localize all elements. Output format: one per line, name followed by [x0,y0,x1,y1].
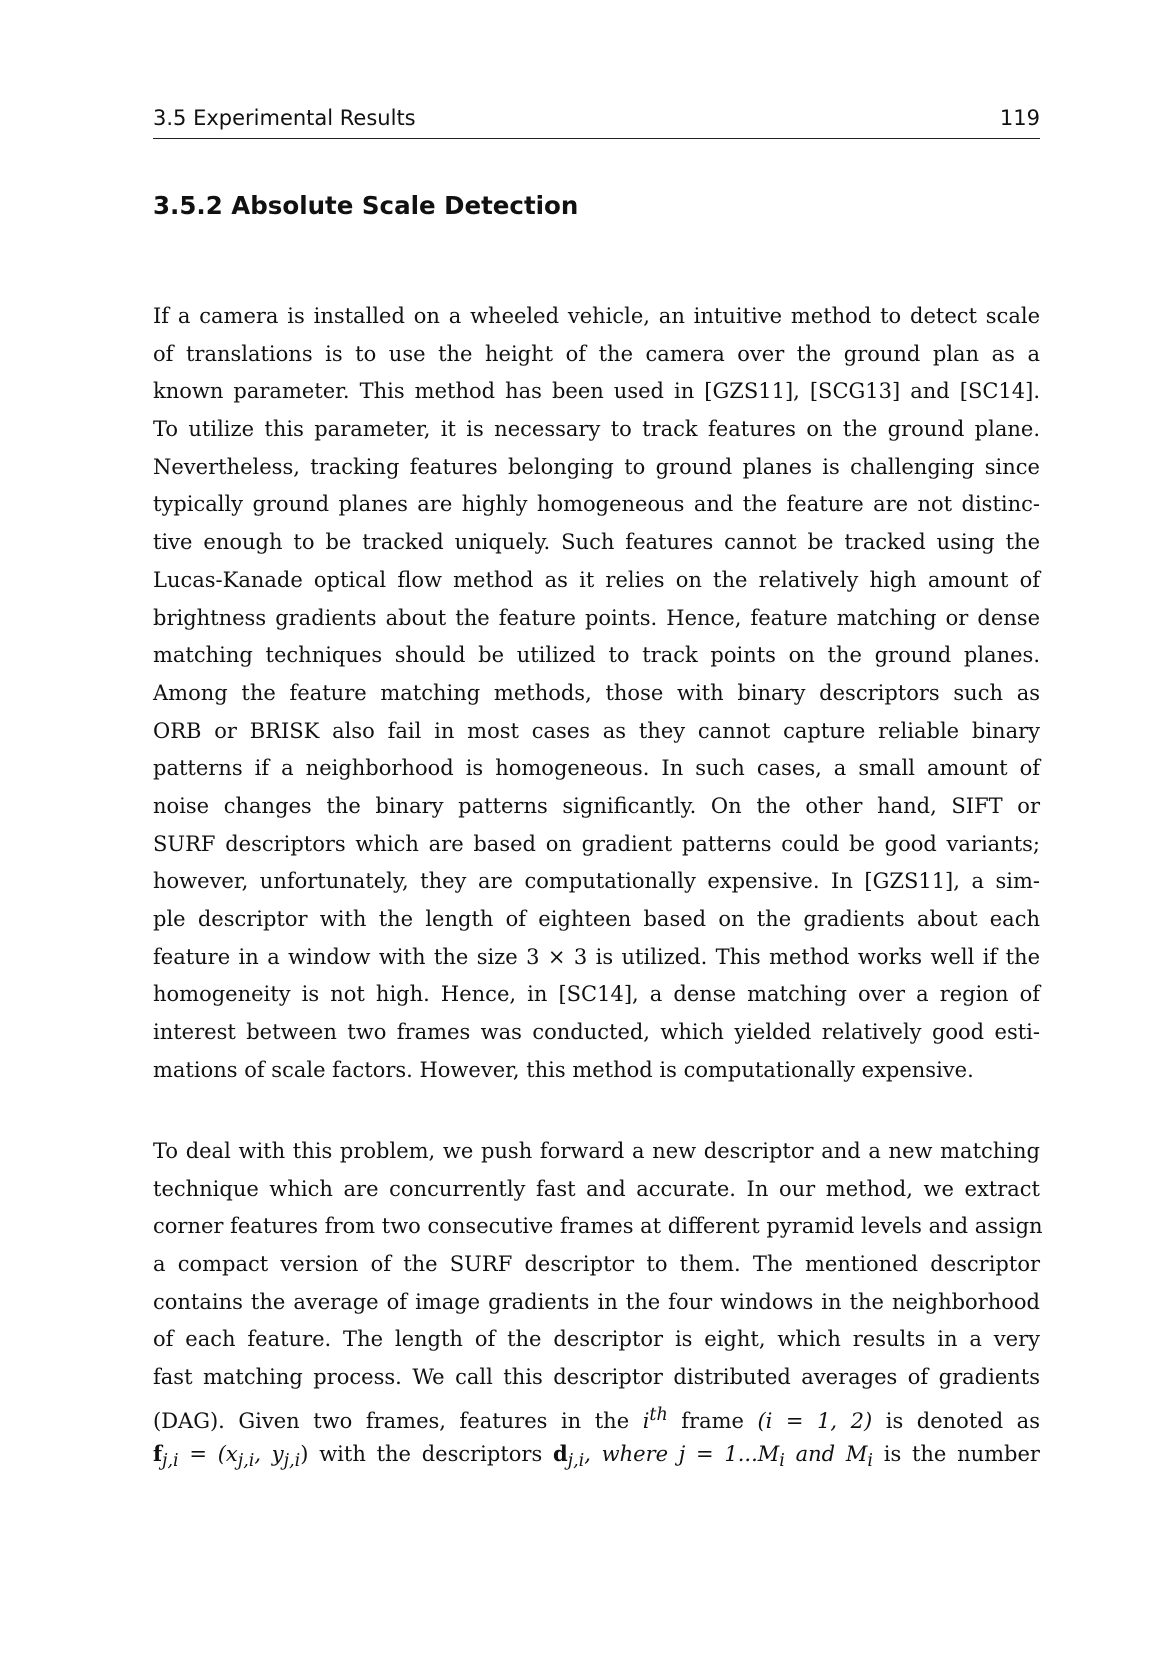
paragraph-2 [153,1133,1043,1472]
text-span: is the number [883,1441,1040,1466]
text-line: Lucas-Kanade optical flow method as it relies on the relatively high amount of [153,567,1040,592]
math-subscript: j,i [567,1450,585,1471]
math-paren: ) [300,1441,309,1466]
text-line: matching techniques should be utilized to track points on the ground planes. [153,643,1040,668]
text-line: known parameter. This method has been used in [GZS11], [SCG13] and [SC14]. [153,379,1040,404]
section-title: 3.5.2 Absolute Scale Detection [153,191,579,220]
math-subscript: i [779,1450,785,1471]
paragraph-1 [153,298,1040,1089]
text-span: frame [681,1408,744,1433]
text-line: mations of scale factors. However, this method is computationally expensive. [153,1057,974,1082]
text-line: tive enough to be tracked uniquely. Such features cannot be tracked using the [153,530,1040,555]
text-line: If a camera is installed on a wheeled vehicle, an intuitive method to detect scale [153,304,1040,328]
text-line: typically ground planes are highly homogeneous and the feature are not distinc- [153,492,1040,517]
text-line: corner features from two consecutive frames at different pyramid levels and assign [153,1214,1043,1239]
text-line: interest between two frames was conducted, which yielded relatively good esti- [153,1020,1040,1045]
text-line: of each feature. The length of the descriptor is eight, which results in a very [153,1327,1040,1352]
text-line-math [153,1435,1040,1473]
text-line: homogeneity is not high. Hence, in [SC14], a dense matching over a region of [153,982,1040,1007]
header-section-label: 3.5 Experimental Results [153,106,416,130]
math-superscript-th: th [649,1404,668,1425]
text-line: Among the feature matching methods, those with binary descriptors such as [153,680,1040,705]
text-line: ple descriptor with the length of eighteen based on the gradients about each [153,907,1040,931]
text-line: of translations is to use the height of the camera over the ground plan as a [153,341,1040,366]
math-where: , where j = 1...M [584,1441,780,1466]
math-vector-f: f [153,1440,163,1466]
text-line: Nevertheless, tracking features belonging to ground planes is challenging since [153,454,1040,479]
page-number: 119 [999,106,1040,130]
text-line: patterns if a neighborhood is homogeneous. In such cases, a small amount of [153,756,1040,781]
math-coords: , y [254,1441,284,1466]
running-header [153,100,1040,139]
math-subscript: j,i [283,1450,301,1471]
text-line: technique which are concurrently fast and accurate. In our method, we extract [153,1176,1040,1201]
math-and: and M [795,1441,868,1466]
text-line: To utilize this parameter, it is necessary to track features on the ground plane. [153,417,1040,442]
math-var-i: i [642,1408,650,1433]
text-line: however, unfortunately, they are computationally expensive. In [GZS11], a sim- [153,869,1040,894]
text-line: contains the average of image gradients in the four windows in the neighborhood [153,1289,1040,1314]
math-subscript: j,i [162,1450,179,1471]
text-span: (DAG). Given two frames, features in the [153,1408,630,1433]
text-line: fast matching process. We call this descriptor distributed averages of gradients [153,1365,1040,1390]
text-line-math [153,1397,1040,1435]
text-line: ORB or BRISK also fail in most cases as they cannot capture reliable binary [153,718,1040,743]
text-line: noise changes the binary patterns significantly. On the other hand, SIFT or [153,793,1040,818]
math-subscript: j,i [237,1450,255,1471]
math-vector-d: d [552,1440,568,1466]
math-subscript: i [867,1450,873,1471]
text-line: brightness gradients about the feature points. Hence, feature matching or dense [153,605,1040,630]
math-coords: = (x [189,1441,238,1466]
text-line: a compact version of the SURF descriptor to them. The mentioned descriptor [153,1252,1040,1277]
text-span: is denoted as [885,1408,1040,1433]
text-line: SURF descriptors which are based on gradient patterns could be good variants; [153,831,1040,856]
math-condition: (i = 1, 2) [757,1408,873,1433]
text-line: To deal with this problem, we push forward a new descriptor and a new matching [153,1139,1040,1163]
text-span: with the descriptors [319,1441,543,1466]
text-line: feature in a window with the size 3 × 3 is utilized. This method works well if the [153,944,1040,969]
